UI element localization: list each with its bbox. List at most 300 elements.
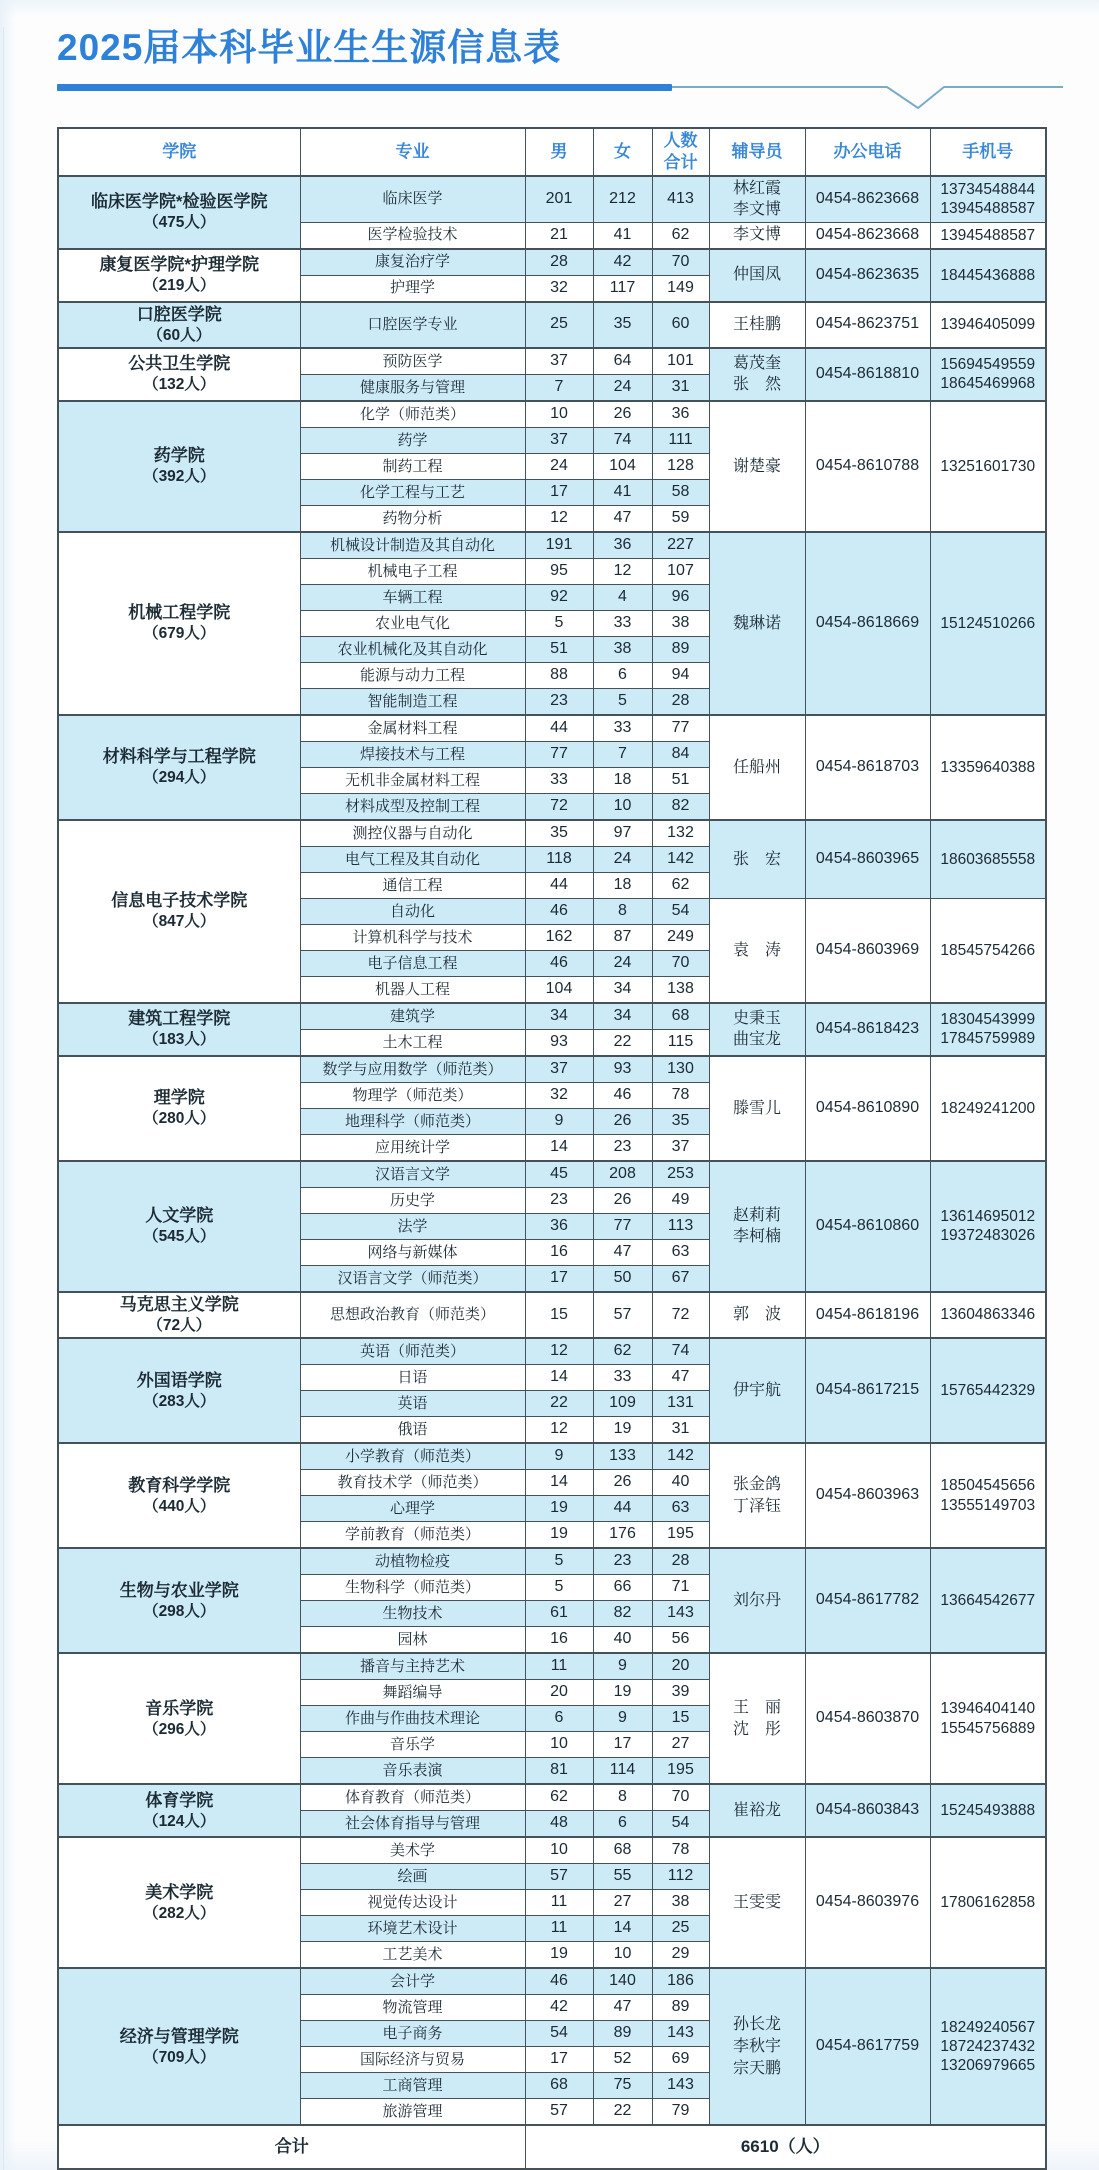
college-name: 康复医学院*护理学院 (99, 255, 260, 275)
counselor-name: 李柯楠 (732, 1228, 781, 1246)
female-count: 40 (593, 1627, 652, 1654)
office-phone: 0454-8603965 (805, 820, 930, 899)
male-count: 25 (525, 302, 593, 348)
major-name: 车辆工程 (300, 584, 525, 610)
female-count: 50 (593, 1265, 652, 1292)
mobile-cell (930, 532, 1046, 715)
table-row (58, 1443, 1046, 1470)
total-count: 149 (652, 275, 709, 302)
college-cell (58, 302, 300, 348)
table-row (58, 1161, 1046, 1188)
mobile-number: 13359640388 (940, 758, 1036, 776)
table-row (58, 1653, 1046, 1680)
major-name: 生物科学（师范类） (300, 1575, 525, 1601)
major-name: 俄语 (300, 1417, 525, 1444)
mobile-number: 13206979665 (940, 2057, 1036, 2075)
office-phone: 0454-8610890 (805, 1056, 930, 1161)
male-count: 12 (525, 1417, 593, 1444)
mobile-cell (930, 898, 1046, 1003)
male-count: 17 (525, 1265, 593, 1292)
major-name: 测控仪器与自动化 (300, 820, 525, 847)
mobile-number: 19372483026 (940, 1227, 1036, 1245)
major-name: 历史学 (300, 1187, 525, 1213)
college-count: （219人） (143, 277, 216, 295)
male-count: 68 (525, 2073, 593, 2099)
major-name: 国际经济与贸易 (300, 2047, 525, 2073)
table-row (58, 1338, 1046, 1365)
counselor-name: 王 丽 (732, 1699, 781, 1717)
total-count: 111 (652, 427, 709, 453)
major-name: 环境艺术设计 (300, 1916, 525, 1942)
mobile-number: 15694549559 (940, 356, 1036, 374)
total-count: 413 (652, 176, 709, 223)
table-row (58, 715, 1046, 742)
male-count: 77 (525, 741, 593, 767)
female-count: 26 (593, 1187, 652, 1213)
counselor-name: 张 宏 (732, 850, 781, 868)
counselor-name: 任船州 (732, 758, 781, 776)
total-count: 227 (652, 532, 709, 559)
college-name: 口腔医学院 (136, 304, 222, 324)
male-count: 51 (525, 636, 593, 662)
total-count: 54 (652, 898, 709, 924)
counselor-cell (709, 1161, 805, 1292)
major-name: 音乐表演 (300, 1758, 525, 1785)
total-count: 186 (652, 1968, 709, 1995)
female-count: 44 (593, 1496, 652, 1522)
major-name: 农业机械化及其自动化 (300, 636, 525, 662)
mobile-number: 13664542677 (940, 1592, 1036, 1610)
college-count: （298人） (143, 1602, 216, 1620)
office-phone: 0454-8618423 (805, 1003, 930, 1056)
counselor-name: 葛茂奎 (732, 354, 781, 372)
table-row (58, 1003, 1046, 1030)
counselor-cell (709, 1837, 805, 1968)
female-count: 35 (593, 302, 652, 348)
male-count: 46 (525, 1968, 593, 1995)
counselor-name: 沈 彤 (732, 1720, 781, 1738)
counselor-name: 谢楚豪 (732, 457, 781, 475)
college-name: 教育科学学院 (128, 1475, 231, 1495)
college-count: （183人） (143, 1031, 216, 1049)
total-count: 59 (652, 505, 709, 532)
female-count: 26 (593, 401, 652, 428)
major-name: 工艺美术 (300, 1942, 525, 1969)
total-count: 115 (652, 1029, 709, 1056)
major-name: 健康服务与管理 (300, 374, 525, 401)
counselor-name: 孙长龙 (732, 2016, 781, 2034)
male-count: 32 (525, 275, 593, 302)
male-count: 72 (525, 793, 593, 820)
counselor-name: 宗天鹏 (732, 2059, 781, 2077)
male-count: 37 (525, 427, 593, 453)
table-row (58, 1292, 1046, 1338)
female-count: 47 (593, 1995, 652, 2021)
college-name: 音乐学院 (145, 1698, 214, 1718)
table-row (58, 401, 1046, 428)
female-count: 62 (593, 1338, 652, 1365)
college-cell (58, 1338, 300, 1443)
male-count: 20 (525, 1680, 593, 1706)
total-count: 70 (652, 1784, 709, 1811)
counselor-cell (709, 249, 805, 302)
male-count: 37 (525, 1056, 593, 1083)
mobile-number: 18724237432 (940, 2038, 1036, 2056)
total-count: 253 (652, 1161, 709, 1188)
counselor-name: 赵莉莉 (732, 1206, 781, 1224)
total-count: 49 (652, 1187, 709, 1213)
total-count: 60 (652, 302, 709, 348)
total-count: 143 (652, 1601, 709, 1627)
total-count: 130 (652, 1056, 709, 1083)
counselor-name: 王桂鹏 (732, 316, 781, 334)
counselor-name: 郭 波 (732, 1306, 781, 1324)
major-name: 舞蹈编导 (300, 1680, 525, 1706)
counselor-name: 李文博 (732, 226, 781, 244)
page-edge-line (3, 27, 4, 2170)
major-name: 自动化 (300, 898, 525, 924)
male-count: 24 (525, 453, 593, 479)
major-name: 汉语言文学（师范类） (300, 1265, 525, 1292)
major-name: 生物技术 (300, 1601, 525, 1627)
college-count: （545人） (143, 1228, 216, 1246)
counselor-cell (709, 1056, 805, 1161)
male-count: 92 (525, 584, 593, 610)
total-count: 56 (652, 1627, 709, 1654)
college-cell (58, 1837, 300, 1968)
female-count: 5 (593, 688, 652, 715)
col-header-counselor: 辅导员 (709, 128, 805, 176)
total-count: 71 (652, 1575, 709, 1601)
office-phone: 0454-8623751 (805, 302, 930, 348)
college-name: 体育学院 (145, 1790, 214, 1810)
major-name: 思想政治教育（师范类） (300, 1292, 525, 1338)
major-name: 英语（师范类） (300, 1338, 525, 1365)
male-count: 32 (525, 1082, 593, 1108)
major-name: 电气工程及其自动化 (300, 846, 525, 872)
table-row (58, 1784, 1046, 1811)
male-count: 22 (525, 1391, 593, 1417)
counselor-cell (709, 302, 805, 348)
table-row (58, 1056, 1046, 1083)
college-cell (58, 1968, 300, 2125)
male-count: 15 (525, 1292, 593, 1338)
college-count: （440人） (143, 1497, 216, 1515)
male-count: 14 (525, 1470, 593, 1496)
mobile-cell (930, 715, 1046, 820)
total-label: 合计 (58, 2125, 525, 2169)
college-count: （847人） (143, 913, 216, 931)
male-count: 6 (525, 1706, 593, 1732)
college-name: 临床医学院*检验医学院 (90, 192, 268, 212)
female-count: 26 (593, 1470, 652, 1496)
male-count: 23 (525, 688, 593, 715)
male-count: 19 (525, 1522, 593, 1549)
college-name: 建筑工程学院 (128, 1009, 231, 1029)
female-count: 36 (593, 532, 652, 559)
counselor-name: 丁泽钰 (732, 1497, 781, 1515)
major-name: 地理科学（师范类） (300, 1108, 525, 1134)
total-count: 29 (652, 1942, 709, 1969)
major-name: 化学工程与工艺 (300, 479, 525, 505)
total-count: 15 (652, 1706, 709, 1732)
col-header-female: 女 (593, 128, 652, 176)
counselor-cell (709, 715, 805, 820)
mobile-cell (930, 302, 1046, 348)
female-count: 89 (593, 2021, 652, 2047)
major-name: 社会体育指导与管理 (300, 1811, 525, 1838)
male-count: 16 (525, 1239, 593, 1265)
college-count: （124人） (143, 1812, 216, 1830)
major-name: 药学 (300, 427, 525, 453)
female-count: 212 (593, 176, 652, 223)
female-count: 46 (593, 1082, 652, 1108)
mobile-number: 13946404140 (940, 1700, 1036, 1718)
total-count: 195 (652, 1758, 709, 1785)
counselor-cell (709, 1548, 805, 1653)
male-count: 57 (525, 2099, 593, 2126)
female-count: 4 (593, 584, 652, 610)
mobile-number: 13945488587 (940, 200, 1036, 218)
mobile-cell (930, 249, 1046, 302)
major-name: 日语 (300, 1365, 525, 1391)
counselor-name: 李文博 (732, 201, 781, 219)
office-phone: 0454-8603843 (805, 1784, 930, 1837)
college-cell (58, 532, 300, 715)
female-count: 18 (593, 767, 652, 793)
major-name: 预防医学 (300, 348, 525, 375)
total-count: 138 (652, 976, 709, 1003)
total-count: 63 (652, 1239, 709, 1265)
male-count: 35 (525, 820, 593, 847)
major-name: 物理学（师范类） (300, 1082, 525, 1108)
female-count: 133 (593, 1443, 652, 1470)
female-count: 24 (593, 846, 652, 872)
female-count: 19 (593, 1680, 652, 1706)
college-name: 生物与农业学院 (119, 1580, 239, 1600)
female-count: 34 (593, 1003, 652, 1030)
counselor-cell (709, 1968, 805, 2125)
total-count: 28 (652, 688, 709, 715)
total-count: 54 (652, 1811, 709, 1838)
major-name: 计算机科学与技术 (300, 924, 525, 950)
mobile-number: 15245493888 (940, 1802, 1036, 1820)
female-count: 47 (593, 505, 652, 532)
counselor-name: 史秉玉 (732, 1009, 781, 1027)
office-phone: 0454-8623635 (805, 249, 930, 302)
total-count: 35 (652, 1108, 709, 1134)
major-name: 能源与动力工程 (300, 662, 525, 688)
counselor-cell (709, 1653, 805, 1784)
major-name: 机械电子工程 (300, 558, 525, 584)
total-count: 142 (652, 846, 709, 872)
female-count: 23 (593, 1548, 652, 1575)
counselor-name: 李秋宇 (732, 2037, 781, 2055)
male-count: 12 (525, 1338, 593, 1365)
male-count: 88 (525, 662, 593, 688)
female-count: 6 (593, 1811, 652, 1838)
major-name: 电子商务 (300, 2021, 525, 2047)
female-count: 8 (593, 898, 652, 924)
total-count: 27 (652, 1732, 709, 1758)
mobile-number: 18504545656 (940, 1477, 1036, 1495)
total-count: 195 (652, 1522, 709, 1549)
female-count: 6 (593, 662, 652, 688)
mobile-cell (930, 1292, 1046, 1338)
major-name: 教育技术学（师范类） (300, 1470, 525, 1496)
college-name: 信息电子技术学院 (111, 891, 248, 911)
total-count: 67 (652, 1265, 709, 1292)
major-name: 康复治疗学 (300, 249, 525, 276)
male-count: 9 (525, 1443, 593, 1470)
total-count: 63 (652, 1496, 709, 1522)
major-name: 数学与应用数学（师范类） (300, 1056, 525, 1083)
female-count: 10 (593, 793, 652, 820)
total-value: 6610（人） (525, 2125, 1046, 2169)
major-name: 心理学 (300, 1496, 525, 1522)
major-name: 美术学 (300, 1837, 525, 1864)
mobile-cell (930, 1548, 1046, 1653)
total-count: 131 (652, 1391, 709, 1417)
major-name: 无机非金属材料工程 (300, 767, 525, 793)
major-name: 法学 (300, 1213, 525, 1239)
college-cell (58, 1443, 300, 1548)
female-count: 87 (593, 924, 652, 950)
office-phone: 0454-8610788 (805, 401, 930, 532)
college-count: （283人） (143, 1392, 216, 1410)
total-count: 249 (652, 924, 709, 950)
counselor-cell (709, 401, 805, 532)
female-count: 41 (593, 222, 652, 249)
male-count: 57 (525, 1864, 593, 1890)
counselor-cell (709, 348, 805, 401)
major-name: 动植物检疫 (300, 1548, 525, 1575)
col-header-male: 男 (525, 128, 593, 176)
total-count: 40 (652, 1470, 709, 1496)
female-count: 66 (593, 1575, 652, 1601)
male-count: 201 (525, 176, 593, 223)
female-count: 26 (593, 1108, 652, 1134)
major-name: 化学（师范类） (300, 401, 525, 428)
mobile-number: 13251601730 (940, 457, 1036, 475)
major-name: 护理学 (300, 275, 525, 302)
major-name: 物流管理 (300, 1995, 525, 2021)
total-count: 143 (652, 2021, 709, 2047)
mobile-cell (930, 222, 1046, 249)
mobile-number: 18545754266 (940, 941, 1036, 959)
male-count: 9 (525, 1108, 593, 1134)
female-count: 68 (593, 1837, 652, 1864)
major-name: 电子信息工程 (300, 950, 525, 976)
mobile-number: 13734548844 (940, 180, 1036, 198)
total-count: 38 (652, 1890, 709, 1916)
total-count: 62 (652, 872, 709, 898)
male-count: 11 (525, 1890, 593, 1916)
female-count: 9 (593, 1653, 652, 1680)
total-count: 69 (652, 2047, 709, 2073)
female-count: 97 (593, 820, 652, 847)
major-name: 材料成型及控制工程 (300, 793, 525, 820)
male-count: 104 (525, 976, 593, 1003)
mobile-number: 13614695012 (940, 1208, 1036, 1226)
male-count: 54 (525, 2021, 593, 2047)
counselor-cell (709, 1338, 805, 1443)
office-phone: 0454-8623668 (805, 222, 930, 249)
male-count: 37 (525, 348, 593, 375)
counselor-name: 王雯雯 (732, 1893, 781, 1911)
table-row (58, 532, 1046, 559)
college-cell (58, 1292, 300, 1338)
college-name: 人文学院 (145, 1206, 214, 1226)
major-name: 应用统计学 (300, 1134, 525, 1161)
female-count: 47 (593, 1239, 652, 1265)
female-count: 24 (593, 374, 652, 401)
male-count: 36 (525, 1213, 593, 1239)
major-name: 农业电气化 (300, 610, 525, 636)
female-count: 42 (593, 249, 652, 276)
total-count: 47 (652, 1365, 709, 1391)
table-row (58, 249, 1046, 276)
male-count: 34 (525, 1003, 593, 1030)
title-underline-bar (57, 84, 672, 91)
counselor-cell (709, 1443, 805, 1548)
major-name: 园林 (300, 1627, 525, 1654)
office-phone: 0454-8618669 (805, 532, 930, 715)
table-body (58, 176, 1046, 2126)
total-count: 36 (652, 401, 709, 428)
college-cell (58, 176, 300, 249)
mobile-cell (930, 176, 1046, 223)
mobile-number: 17806162858 (940, 1894, 1036, 1912)
male-count: 5 (525, 1575, 593, 1601)
mobile-cell (930, 1003, 1046, 1056)
major-name: 金属材料工程 (300, 715, 525, 742)
counselor-cell (709, 1784, 805, 1837)
male-count: 95 (525, 558, 593, 584)
male-count: 191 (525, 532, 593, 559)
college-name: 外国语学院 (136, 1370, 222, 1390)
total-count: 68 (652, 1003, 709, 1030)
college-name: 机械工程学院 (128, 603, 231, 623)
office-phone: 0454-8618810 (805, 348, 930, 401)
total-count: 70 (652, 249, 709, 276)
graduates-table (57, 127, 1047, 2170)
male-count: 93 (525, 1029, 593, 1056)
major-name: 学前教育（师范类） (300, 1522, 525, 1549)
total-count: 113 (652, 1213, 709, 1239)
total-count: 84 (652, 741, 709, 767)
mobile-cell (930, 1056, 1046, 1161)
total-count: 101 (652, 348, 709, 375)
female-count: 34 (593, 976, 652, 1003)
counselor-cell (709, 532, 805, 715)
female-count: 22 (593, 2099, 652, 2126)
counselor-name: 魏琳诺 (732, 614, 781, 632)
total-row (58, 2125, 1046, 2169)
total-count: 25 (652, 1916, 709, 1942)
major-name: 体育教育（师范类） (300, 1784, 525, 1811)
table-row (58, 302, 1046, 348)
office-phone: 0454-8617215 (805, 1338, 930, 1443)
total-count: 62 (652, 222, 709, 249)
college-count: （392人） (143, 468, 216, 486)
college-name: 美术学院 (145, 1882, 214, 1902)
major-name: 机器人工程 (300, 976, 525, 1003)
female-count: 208 (593, 1161, 652, 1188)
mobile-number: 13946405099 (940, 316, 1036, 334)
total-count: 72 (652, 1292, 709, 1338)
male-count: 14 (525, 1134, 593, 1161)
